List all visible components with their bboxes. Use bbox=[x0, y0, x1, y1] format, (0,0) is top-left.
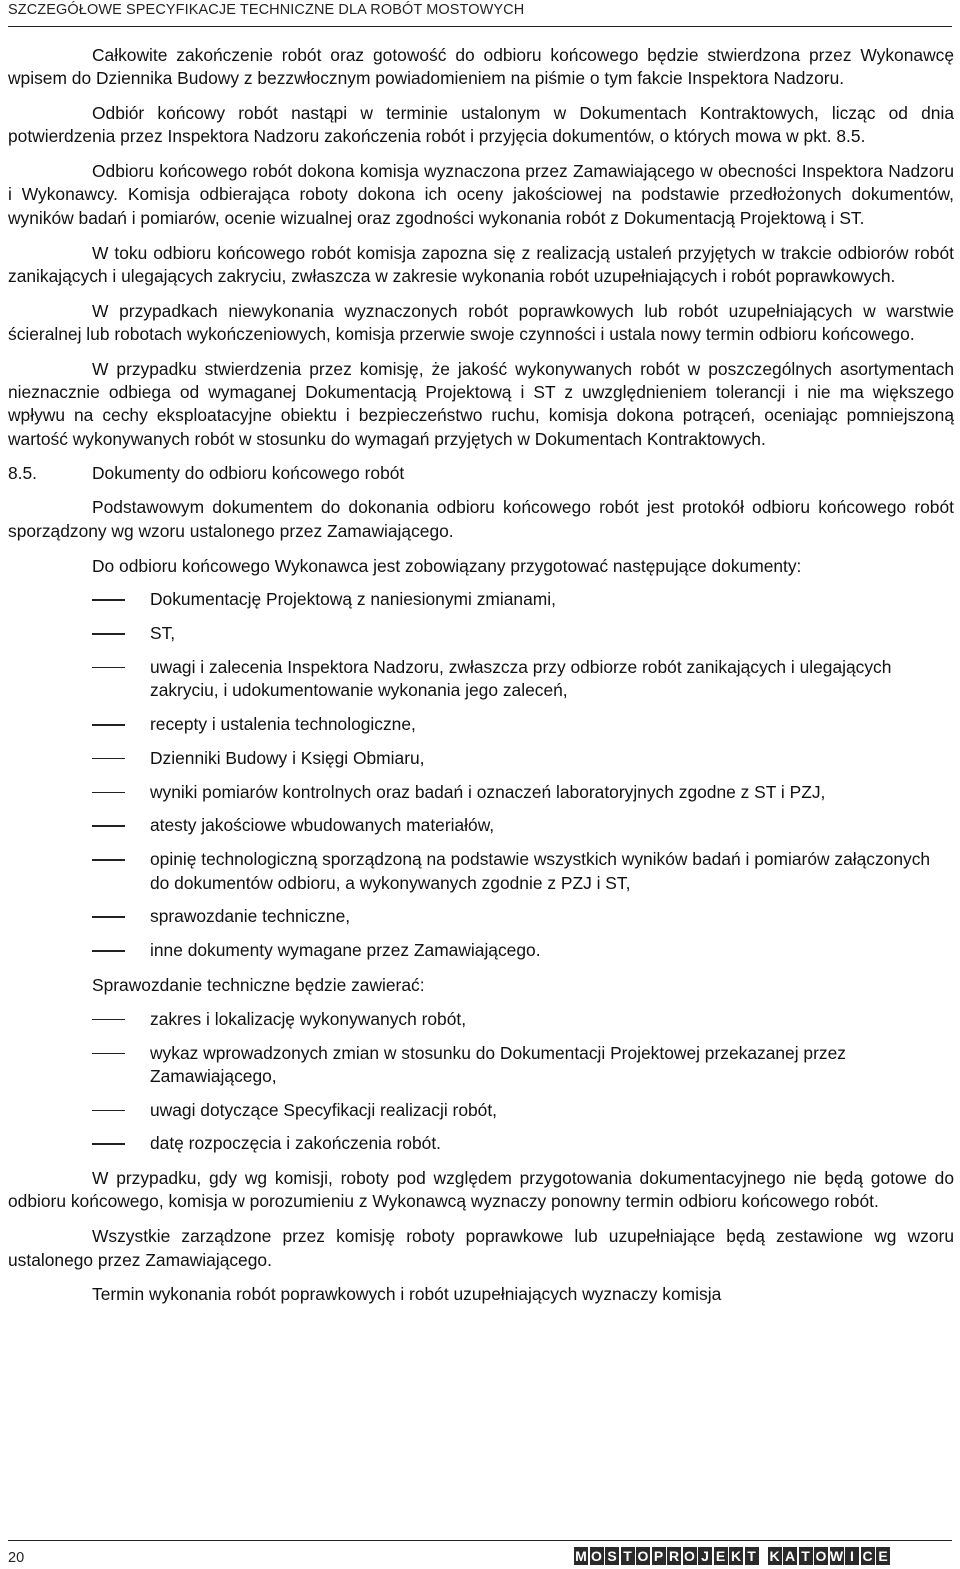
logo-letter: E bbox=[714, 1547, 728, 1565]
list-item-text: datę rozpoczęcia i zakończenia robót. bbox=[150, 1133, 441, 1154]
logo-letter: M bbox=[575, 1548, 587, 1564]
paragraph: W toku odbioru końcowego robót komisja zapozna się z realizacją ustaleń przyjętych w trakcie odbiorów robót zanikających i ulegających zakryciu, zwłaszcza w zakresie wykonania robót uzupełniających i robót poprawkowych. bbox=[8, 242, 954, 286]
paragraph: W przypadkach niewykonania wyznaczonych robót poprawkowych lub robót uzupełniających w warstwie ścieralnej lub robotach wykończeniowych, komisja przerwie swoje czynności i ustala nowy termin odbioru końcowego. bbox=[8, 300, 954, 344]
paragraph: Odbiór końcowy robót nastąpi w terminie ustalonym w Dokumentach Kontraktowych, licząc od dnia potwierdzenia przez Inspektora Nadzoru zakończenia robót i przyjęcia dokumentów, o których mowa w pkt. 8.5. bbox=[8, 103, 954, 147]
list-item-text: opinię technologiczną sporządzoną na podstawie wszystkich wyników badań i pomiarów załączonych do dokumentów odbioru, a wykonywanych zgodnie z PZJ i ST, bbox=[150, 849, 931, 893]
list-item bbox=[8, 1042, 954, 1089]
list-item-text: atesty jakościowe wbudowanych materiałów, bbox=[150, 815, 495, 836]
logo-letter: C bbox=[862, 1548, 873, 1564]
list-item-text: wykaz wprowadzonych zmian w stosunku do Dokumentacji Projektowej przekazanej przez Zamawiającego, bbox=[150, 1042, 846, 1086]
dash-bullet bbox=[92, 792, 125, 794]
section-heading bbox=[8, 462, 954, 485]
dash-bullet bbox=[92, 667, 125, 669]
list-item-text: inne dokumenty wymagane przez Zamawiającego. bbox=[150, 940, 541, 961]
logo-letter: O bbox=[684, 1548, 695, 1564]
list-item bbox=[8, 656, 954, 703]
list-item-text: ST, bbox=[150, 623, 176, 644]
list-item-text: sprawozdanie techniczne, bbox=[150, 906, 351, 927]
logo-letter: K bbox=[730, 1548, 742, 1564]
dash-bullet bbox=[92, 758, 125, 760]
page-footer bbox=[8, 1540, 952, 1569]
list-item bbox=[8, 939, 954, 962]
list-item bbox=[8, 1132, 954, 1155]
logo-letter: E bbox=[876, 1547, 890, 1565]
paragraph: Termin wykonania robót poprawkowych i robót uzupełniających wyznaczy komisja bbox=[92, 1284, 722, 1305]
page-header bbox=[8, 0, 952, 27]
paragraph: Całkowite zakończenie robót oraz gotowość do odbioru końcowego będzie stwierdzona przez Wykonawcę wpisem do Dziennika Budowy z bezzwłocznym powiadomieniem na piśmie o tym fakcie Inspektora Nadzoru. bbox=[8, 45, 954, 89]
document-title: SZCZEGÓŁOWE SPECYFIKACJE TECHNICZNE DLA ROBÓT MOSTOWYCH bbox=[8, 2, 525, 18]
logo-letter: O bbox=[591, 1548, 602, 1564]
list-item-text: uwagi dotyczące Specyfikacji realizacji robót, bbox=[150, 1099, 498, 1120]
paragraph: Odbioru końcowego robót dokona komisja wyznaczona przez Zamawiającego w obecności Inspektora Nadzoru i Wykonawcy. Komisja odbierająca roboty dokona ich oceny jakościowej na podstawie przedłożonych dokumentów, wyników badań i pomiarów, ocenie wizualnej oraz zgodności wykonania robót z Dokumentacją Projektową i ST. bbox=[8, 161, 954, 228]
list-item-text: Dzienniki Budowy i Księgi Obmiaru, bbox=[150, 747, 425, 768]
logo-letter: S bbox=[605, 1547, 619, 1565]
logo-spacer bbox=[760, 1547, 766, 1565]
dash-bullet bbox=[92, 599, 125, 601]
dash-bullet bbox=[92, 1143, 125, 1145]
logo-letter: T bbox=[745, 1547, 759, 1565]
logo-letter: T bbox=[799, 1547, 813, 1565]
dash-bullet bbox=[92, 1019, 125, 1021]
paragraph: Sprawozdanie techniczne będzie zawierać: bbox=[92, 974, 425, 995]
dash-bullet bbox=[92, 950, 125, 952]
logo-letter: O bbox=[815, 1548, 827, 1564]
logo-letter: K bbox=[769, 1548, 780, 1564]
list-item-text: Dokumentację Projektową z naniesionymi zmianami, bbox=[150, 589, 556, 610]
dash-bullet bbox=[92, 916, 125, 918]
dash-bullet bbox=[92, 859, 125, 861]
documents-list bbox=[8, 588, 954, 962]
dash-bullet bbox=[92, 1053, 125, 1055]
dash-bullet bbox=[92, 724, 125, 726]
list-item-text: uwagi i zalecenia Inspektora Nadzoru, zwłaszcza przy odbiorze robót zanikających i ulegających zakryciu, i udokumentowanie wykonania jego zaleceń, bbox=[150, 656, 892, 701]
paragraph: Do odbioru końcowego Wykonawca jest zobowiązany przygotować następujące dokumenty: bbox=[92, 555, 802, 576]
logo-letter: A bbox=[784, 1548, 796, 1564]
list-item bbox=[8, 747, 954, 770]
list-item bbox=[8, 814, 954, 837]
logo-letter: J bbox=[698, 1547, 712, 1565]
list-item bbox=[8, 1099, 954, 1122]
page-number: 20 bbox=[8, 1550, 25, 1566]
logo-letter: W bbox=[829, 1548, 844, 1564]
list-item-text: wyniki pomiarów kontrolnych oraz badań i oznaczeń laboratoryjnych zgodne z ST i PZJ, bbox=[150, 781, 826, 802]
dash-bullet bbox=[92, 825, 125, 827]
paragraph: W przypadku stwierdzenia przez komisję, że jakość wykonywanych robót w poszczególnych asortymentach nieznacznie odbiega od wymaganej Dokumentacją Projektową i ST z uwzględnieniem tolerancji i nie ma większego wpływu na cechy eksploatacyjne obiektu i bezpieczeństwo ruchu, komisja dokona potrąceń, oceniając pomniejszoną wartość wykonywanych robót w stosunku do wymagań przyjętych w Dokumentach Kontraktowych. bbox=[8, 358, 954, 449]
list-item-text: zakres i lokalizację wykonywanych robót, bbox=[150, 1008, 467, 1029]
list-item bbox=[8, 622, 954, 645]
company-logo bbox=[574, 1547, 890, 1565]
document-body bbox=[8, 44, 954, 1307]
list-item bbox=[8, 905, 954, 928]
list-item bbox=[8, 588, 954, 611]
logo-letter: P bbox=[652, 1547, 666, 1565]
list-item bbox=[8, 713, 954, 736]
paragraph: Podstawowym dokumentem do dokonania odbioru końcowego robót jest protokół odbioru końcowego robót sporządzony wg wzoru ustalonego przez Zamawiającego. bbox=[8, 497, 954, 541]
list-item bbox=[8, 848, 954, 895]
list-item bbox=[8, 1008, 954, 1031]
dash-bullet bbox=[92, 1110, 125, 1112]
paragraph: Wszystkie zarządzone przez komisję roboty poprawkowe lub uzupełniające będą zestawione wg wzoru ustalonego przez Zamawiającego. bbox=[8, 1226, 954, 1270]
section-number: 8.5. bbox=[8, 462, 38, 483]
logo-letter: T bbox=[621, 1547, 635, 1565]
list-item bbox=[8, 781, 954, 804]
section-title: Dokumenty do odbioru końcowego robót bbox=[92, 462, 405, 483]
paragraph: W przypadku, gdy wg komisji, roboty pod względem przygotowania dokumentacyjnego nie będą gotowe do odbioru końcowego, komisja w porozumieniu z Wykonawcą wyznaczy ponowny termin odbioru końcowego robót. bbox=[8, 1168, 954, 1212]
logo-letter: I bbox=[845, 1547, 859, 1565]
list-item-text: recepty i ustalenia technologiczne, bbox=[150, 714, 416, 735]
report-contents-list bbox=[8, 1008, 954, 1156]
logo-letter: O bbox=[637, 1548, 649, 1564]
dash-bullet bbox=[92, 633, 125, 635]
logo-letter: R bbox=[668, 1548, 680, 1564]
